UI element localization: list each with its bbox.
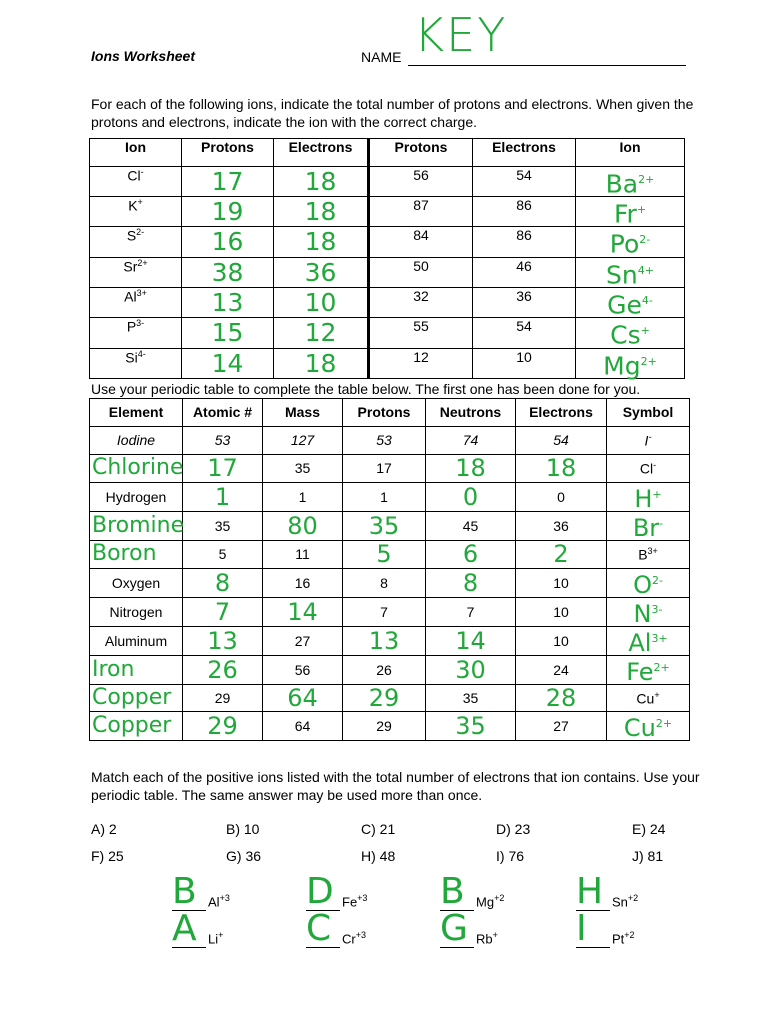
choice-c: C) 21: [361, 821, 396, 837]
mass-cell: 56: [263, 655, 343, 684]
match-ion-charge: +3: [355, 930, 366, 940]
ions-table-row: [90, 166, 685, 196]
match-item: [306, 908, 416, 961]
symbol-cell[interactable]: [607, 712, 690, 741]
example-element: Iodine: [90, 426, 183, 454]
elements-table: [89, 398, 690, 741]
given-electrons: 46: [473, 257, 576, 287]
protons-cell: 29: [343, 712, 426, 741]
ion-answer-charge: 2+: [640, 354, 657, 368]
name-value-handwritten: KEY: [414, 8, 508, 62]
match-ion-symbol: Rb: [476, 931, 493, 947]
ion-answer-charge: +: [636, 202, 647, 216]
given-protons: 56: [369, 166, 473, 196]
protons-answer[interactable]: 19: [182, 196, 274, 226]
ions-table-row: [90, 348, 685, 378]
atomic-cell[interactable]: 7: [183, 597, 263, 626]
electrons-cell: 24: [516, 655, 607, 684]
ion-answer[interactable]: [576, 196, 685, 229]
match-answer[interactable]: I: [576, 908, 587, 949]
symbol-charge: 2+: [653, 660, 670, 674]
symbol-text: Al: [628, 628, 652, 657]
ion-charge: 2+: [137, 257, 148, 268]
atomic-cell[interactable]: 1: [183, 482, 263, 511]
electrons-cell: 36: [516, 511, 607, 540]
atomic-cell[interactable]: 29: [183, 712, 263, 741]
match-ion-symbol: Fe: [342, 894, 358, 910]
protons-cell: 17: [343, 454, 426, 482]
element-cell: Oxygen: [90, 568, 183, 597]
example-protons: 53: [343, 426, 426, 454]
atomic-cell: 35: [183, 511, 263, 540]
choice-h: H) 48: [361, 848, 396, 864]
ion-answer[interactable]: [576, 227, 685, 257]
match-ion-symbol: Cr: [342, 931, 356, 947]
ion-symbol: K: [128, 197, 138, 214]
ion-answer-symbol: Sn: [606, 259, 638, 289]
given-protons: 50: [369, 257, 473, 287]
ions-table-row: [90, 227, 685, 257]
choice-b: B) 10: [226, 821, 260, 837]
protons-answer[interactable]: 15: [182, 318, 274, 348]
neutrons-cell[interactable]: 6: [426, 540, 516, 568]
header-cell: Symbol: [607, 399, 690, 427]
choice-j: J) 81: [632, 848, 664, 864]
ion-charge: -: [140, 166, 144, 177]
element-cell[interactable]: Bromine: [90, 511, 183, 540]
ion-answer-symbol: Cs: [610, 320, 641, 350]
element-cell[interactable]: Iron: [90, 655, 183, 684]
elements-table-row: [90, 568, 690, 597]
electrons-cell: 10: [516, 568, 607, 597]
ion-answer[interactable]: [576, 318, 685, 348]
protons-cell: 26: [343, 655, 426, 684]
match-ion-symbol: Li: [208, 931, 219, 947]
choice-f: F) 25: [91, 848, 124, 864]
neutrons-cell: 35: [426, 684, 516, 712]
ion-answer-symbol: Ge: [607, 290, 642, 320]
ion-cell: [90, 287, 182, 317]
match-ion: [612, 893, 638, 909]
electrons-answer[interactable]: 18: [274, 196, 369, 226]
ion-answer[interactable]: [576, 348, 685, 378]
ion-answer-charge: 2-: [639, 233, 651, 247]
symbol-charge: 3+: [651, 631, 668, 645]
protons-cell[interactable]: 13: [343, 626, 426, 655]
given-protons: 84: [369, 227, 473, 257]
ion-cell: [90, 257, 182, 287]
header-cell: Neutrons: [426, 399, 516, 427]
elements-table-row: [90, 482, 690, 511]
ion-cell: [90, 318, 182, 348]
symbol-text: H: [634, 484, 653, 513]
match-item: [576, 871, 686, 924]
protons-cell[interactable]: 5: [343, 540, 426, 568]
symbol-cell[interactable]: [607, 655, 690, 684]
ions-table: [89, 138, 685, 379]
atomic-cell[interactable]: 13: [183, 626, 263, 655]
worksheet-title: Ions Worksheet: [91, 48, 195, 64]
example-electrons: 54: [516, 426, 607, 454]
symbol-charge: +: [652, 487, 662, 501]
protons-answer[interactable]: 14: [182, 348, 274, 378]
ions-table-row: [90, 318, 685, 348]
electrons-answer[interactable]: 18: [274, 166, 369, 196]
symbol-text: Cu: [636, 690, 655, 707]
ion-answer-symbol: Mg: [603, 350, 641, 380]
header-cell: Electrons: [516, 399, 607, 427]
match-ion-charge: +3: [219, 893, 230, 903]
symbol-cell: [607, 684, 690, 712]
electrons-answer[interactable]: 10: [274, 287, 369, 317]
ion-cell: [90, 166, 182, 196]
elements-table-row: [90, 655, 690, 684]
match-ion: [476, 893, 504, 909]
section3-instructions: Match each of the positive ions listed with the total number of electrons that ion contains. Use your periodic table. The same answer may be used more than once.: [91, 769, 700, 803]
match-ion: [476, 930, 498, 946]
mass-cell: 1: [263, 482, 343, 511]
symbol-charge: 2-: [651, 573, 663, 587]
ion-cell: [90, 348, 182, 378]
match-ion: [208, 930, 223, 946]
symbol-charge: +: [654, 689, 660, 700]
element-cell[interactable]: Chlorine: [90, 454, 183, 482]
match-answer[interactable]: C: [306, 908, 332, 949]
choice-i: I) 76: [496, 848, 525, 864]
header-cell: Ion: [576, 139, 685, 167]
given-electrons: 54: [473, 318, 576, 348]
ion-answer-symbol: Ba: [605, 168, 639, 198]
ion-charge: 2-: [136, 227, 145, 238]
match-answer[interactable]: A: [172, 908, 197, 949]
symbol-text: N: [633, 599, 652, 628]
match-ion-charge: +2: [627, 893, 639, 903]
element-cell: Nitrogen: [90, 597, 183, 626]
ion-symbol: Sr: [123, 258, 138, 275]
symbol-text: Cu: [623, 714, 656, 743]
match-ion-symbol: Mg: [476, 894, 495, 910]
ion-answer[interactable]: [576, 166, 685, 196]
elements-table-row: [90, 454, 690, 482]
choice-g: G) 36: [226, 848, 262, 864]
given-protons: 12: [369, 348, 473, 378]
electrons-cell[interactable]: 2: [516, 540, 607, 568]
match-answer[interactable]: H: [576, 871, 604, 912]
mass-cell: 64: [263, 712, 343, 741]
header-cell: Mass: [263, 399, 343, 427]
header-cell: Electrons: [473, 139, 576, 167]
symbol-text: O: [633, 570, 652, 599]
header-cell: Ion: [90, 139, 182, 167]
protons-cell[interactable]: 29: [343, 684, 426, 712]
protons-answer[interactable]: 38: [182, 257, 274, 287]
symbol-cell: [607, 540, 690, 568]
ion-cell: [90, 196, 182, 226]
mass-cell[interactable]: 14: [263, 597, 343, 626]
ions-table-row: [90, 287, 685, 317]
atomic-cell[interactable]: 8: [183, 568, 263, 597]
element-cell: Aluminum: [90, 626, 183, 655]
ion-symbol: Cl: [127, 167, 141, 184]
electrons-cell: 0: [516, 482, 607, 511]
symbol-charge: 3-: [651, 602, 663, 616]
mass-cell[interactable]: 64: [263, 684, 343, 712]
match-ion: [612, 930, 635, 946]
ion-answer-charge: 2+: [638, 172, 655, 186]
neutrons-cell[interactable]: 18: [426, 454, 516, 482]
atomic-cell: 5: [183, 540, 263, 568]
electrons-answer[interactable]: 18: [274, 348, 369, 378]
ion-answer-charge: +: [640, 324, 650, 338]
ion-cell: [90, 227, 182, 257]
ion-answer-symbol: Po: [609, 229, 640, 259]
symbol-charge: -: [653, 459, 657, 470]
symbol-text: B: [638, 546, 648, 563]
header-cell: Protons: [182, 139, 274, 167]
ion-answer-charge: 4-: [641, 293, 653, 307]
elements-table-row: [90, 626, 690, 655]
example-symbol-charge: -: [648, 432, 652, 442]
neutrons-cell[interactable]: 35: [426, 712, 516, 741]
symbol-cell[interactable]: [607, 568, 690, 597]
symbol-charge: 2+: [655, 717, 673, 731]
mass-cell: 16: [263, 568, 343, 597]
example-symbol: [607, 426, 690, 454]
symbol-cell[interactable]: [607, 626, 690, 655]
ions-table-row: [90, 257, 685, 287]
choice-a: A) 2: [91, 821, 117, 837]
given-electrons: 86: [473, 227, 576, 257]
elements-table-row: [90, 597, 690, 626]
section2-instructions: Use your periodic table to complete the table below. The first one has been done for you.: [91, 381, 641, 397]
header-cell: Protons: [369, 139, 473, 167]
match-item: [440, 908, 550, 961]
symbol-cell[interactable]: [607, 511, 690, 540]
header-cell: Protons: [343, 399, 426, 427]
match-item: [172, 908, 282, 961]
ion-symbol: P: [126, 318, 137, 335]
electrons-answer[interactable]: 18: [274, 227, 369, 257]
electrons-cell: 10: [516, 626, 607, 655]
match-ion-symbol: Al: [208, 894, 220, 910]
protons-cell: 1: [343, 482, 426, 511]
ion-answer-symbol: Fr: [613, 199, 637, 229]
neutrons-cell[interactable]: 30: [426, 655, 516, 684]
mass-cell: 11: [263, 540, 343, 568]
element-cell: Hydrogen: [90, 482, 183, 511]
match-ion: [342, 930, 366, 946]
match-ion-symbol: Sn: [612, 894, 628, 910]
match-item: [576, 908, 686, 961]
name-line: [408, 65, 686, 66]
protons-cell[interactable]: 35: [343, 511, 426, 540]
symbol-text: Fe: [626, 657, 654, 686]
neutrons-cell[interactable]: 0: [426, 482, 516, 511]
protons-answer[interactable]: 17: [182, 166, 274, 196]
atomic-cell[interactable]: 26: [183, 655, 263, 684]
example-mass: 127: [263, 426, 343, 454]
given-protons: 55: [369, 318, 473, 348]
choice-e: E) 24: [632, 821, 666, 837]
match-answer[interactable]: B: [440, 871, 465, 912]
atomic-cell[interactable]: 17: [183, 454, 263, 482]
given-electrons: 86: [473, 196, 576, 226]
example-row: [90, 426, 690, 454]
elements-table-header: [90, 399, 690, 427]
example-symbol-text: I: [644, 432, 649, 449]
given-electrons: 54: [473, 166, 576, 196]
match-ion: [342, 893, 367, 909]
given-protons: 87: [369, 196, 473, 226]
electrons-cell: 10: [516, 597, 607, 626]
symbol-charge: 3+: [647, 545, 658, 556]
match-ion-charge: +3: [357, 893, 368, 903]
match-ion-symbol: Pt: [612, 931, 625, 947]
ion-charge: 3+: [136, 287, 147, 298]
ions-table-header: [90, 139, 685, 167]
electrons-cell[interactable]: 18: [516, 454, 607, 482]
symbol-cell[interactable]: [607, 482, 690, 511]
header-cell: Element: [90, 399, 183, 427]
mass-cell: 35: [263, 454, 343, 482]
section1-instructions: For each of the following ions, indicate the total number of protons and electrons. When given the protons and electrons, indicate the ion with the correct charge.: [91, 96, 694, 130]
neutrons-cell[interactable]: 8: [426, 568, 516, 597]
example-neutrons: 74: [426, 426, 516, 454]
choice-d: D) 23: [496, 821, 531, 837]
electrons-answer[interactable]: 36: [274, 257, 369, 287]
atomic-cell: 29: [183, 684, 263, 712]
protons-answer[interactable]: 16: [182, 227, 274, 257]
ions-table-row: [90, 196, 685, 226]
match-ion-charge: +2: [624, 930, 635, 940]
mass-cell: 27: [263, 626, 343, 655]
match-answer[interactable]: B: [172, 871, 197, 912]
header-cell: Electrons: [274, 139, 369, 167]
ion-symbol: Si: [125, 349, 138, 366]
elements-table-row: [90, 684, 690, 712]
elements-table-row: [90, 712, 690, 741]
element-cell[interactable]: Boron: [90, 540, 183, 568]
protons-answer[interactable]: 13: [182, 287, 274, 317]
match-answer[interactable]: D: [306, 871, 334, 912]
electrons-cell: 27: [516, 712, 607, 741]
ion-answer[interactable]: [576, 287, 685, 320]
symbol-text: Br: [632, 513, 660, 542]
ion-symbol: Al: [124, 288, 137, 305]
symbol-charge: -: [659, 516, 664, 530]
symbol-cell: [607, 454, 690, 482]
electrons-answer[interactable]: 12: [274, 318, 369, 348]
ion-answer[interactable]: [576, 257, 685, 287]
ion-charge: +: [137, 196, 143, 207]
match-answer[interactable]: G: [440, 908, 468, 949]
example-atomic: 53: [183, 426, 263, 454]
symbol-text: Cl: [639, 460, 654, 477]
elements-table-row: [90, 511, 690, 540]
header-cell: Atomic #: [183, 399, 263, 427]
element-cell[interactable]: Copper: [90, 712, 183, 741]
neutrons-cell: 45: [426, 511, 516, 540]
ion-symbol: S: [126, 227, 137, 244]
protons-cell: 8: [343, 568, 426, 597]
match-ion-charge: +: [492, 930, 498, 940]
match-ion: [208, 893, 230, 909]
match-ion-charge: +2: [494, 893, 505, 903]
neutrons-cell[interactable]: 14: [426, 626, 516, 655]
match-ion-charge: +: [218, 930, 224, 940]
ion-charge: 4-: [137, 348, 146, 359]
neutrons-cell: 7: [426, 597, 516, 626]
name-label: NAME: [361, 49, 402, 65]
mass-cell[interactable]: 80: [263, 511, 343, 540]
protons-cell: 7: [343, 597, 426, 626]
elements-table-row: [90, 540, 690, 568]
given-electrons: 10: [473, 348, 576, 378]
ion-answer-charge: 4+: [637, 263, 654, 277]
element-cell[interactable]: Copper: [90, 684, 183, 712]
given-electrons: 36: [473, 287, 576, 317]
symbol-cell[interactable]: [607, 597, 690, 626]
electrons-cell[interactable]: 28: [516, 684, 607, 712]
ion-charge: 3-: [136, 318, 145, 329]
given-protons: 32: [369, 287, 473, 317]
